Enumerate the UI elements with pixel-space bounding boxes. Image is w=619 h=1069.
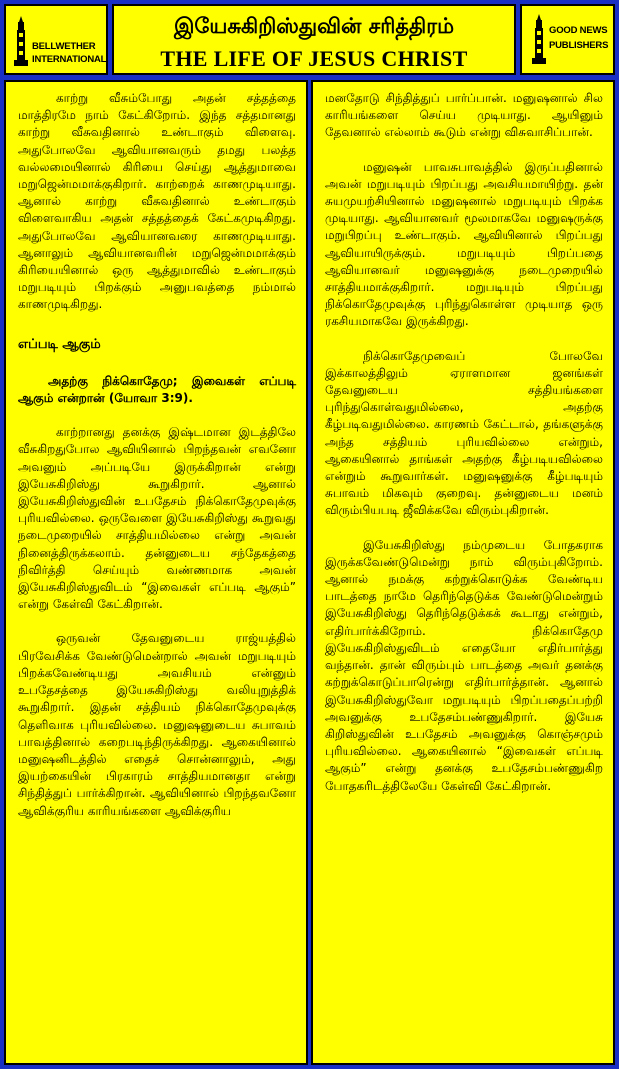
section-heading: எப்படி ஆகும் — [18, 336, 101, 352]
left-paragraph-3: ஒருவன் தேவனுடைய ராஜ்யத்தில் பிரவேசிக்க வேண்டுமென்றால் அவன் மறுபடியும் பிறக்கவேண்டியது அவசியம் என்னும் உபதேசத்தை இயேசுகிறிஸ்து வலியுறுத்திக் கூறுகிறார். இதன் சத்தியம் நிக்கொதேமுவுக்கு தெளிவாக புரியவில்லை. மனுஷனுடைய சுபாவம் பாவத்தினால் கறைபடிந்திருக்கிறது. ஆகையினால் மனுஷனிடத்தில் எதைச் சொன்னாலும், அது இயற்கையின் பிரகாரம் சாத்தியமானதா என்று சிந்தித்துப் பார்க்கிறான். ஆவியினால் பிறந்தவனோ ஆவிக்குரிய காரியங்களை ஆவிக்குரிய — [18, 631, 296, 818]
tower-icon — [14, 16, 28, 66]
right-paragraph-3: நிக்கொதேமுவைப் போலவே இக்காலத்திலும் ஏராளமான ஜனங்கள் தேவனுடைய சத்தியங்களை புரிந்துகொள்வதுமில்லை, அதற்கு கீழ்படிவதுமில்லை. காரணம் கேட்டால், தங்களுக்கு அந்த சத்தியம் புரியவில்லை என்றும், ஆகையினால் தாங்கள் அதற்கு கீழ்படியவில்லை என்றும் கூறுவார்கள். மனுஷனுக்கு கீழ்படியும் சுபாவம் மிகவும் குறைவு. தன்னுடைய மனம் விரும்பியபடி ஜீவிக்கவே விரும்புகிறான். — [325, 348, 603, 518]
right-paragraph-1: மனதோடு சிந்தித்துப் பார்ப்பான். மனுஷனால் சில காரியங்களை செய்ய முடியாது. ஆயினும் தேவனால் எல்லாம் கூடும் என்று விசுவாசிப்பான். — [325, 91, 603, 140]
scripture-verse: அதற்கு நிக்கொதேமு; இவைகள் எப்படி ஆகும் என்றான் (யோவா 3:9). — [18, 373, 296, 406]
bellwether-line1: BELLWETHER — [32, 41, 96, 52]
left-paragraph-1: காற்று வீசும்போது அதன் சத்தத்தை மாத்திரமே நாம் கேட்கிறோம். இந்த சத்தமானது காற்று வீசுவதினால் உண்டாகும் விளைவு. அதுபோலவே ஆவியானவரும் தமது பலத்த வல்லமையினால் கிரியை செய்து ஆத்துமாவை மறுஜென்மமாக்குகிறார். காற்றைக் காணமுடியாது. ஆனால் காற்று வீசுவதினால் உண்டாகும் விளைவாகிய அதன் சத்தத்தைக் கேட்கமுடிகிறது. அதுபோலவே ஆவியானவரை காணமுடியாது. ஆனாலும் ஆவியானவரின் மறுஜென்மமாக்கும் கிரியையினால் ஒரு ஆத்துமாவில் உண்டாகும் மறுபடியும் பிறக்கும் அனுபவத்தை நம்மால் காணமுடிகிறது. — [18, 91, 296, 312]
right-paragraph-4: இயேசுகிறிஸ்து நம்முடைய போதகராக இருக்கவேண்டுமென்று நாம் விரும்புகிறோம். ஆனால் நமக்கு கற்றுக்கொடுக்க வேண்டிய பாடத்தை நாமே தெரிந்தெடுக்க வேண்டுமென்றும் இயேசுகிறிஸ்து தெரிந்தெடுக்கக் கூடாது என்றும், எதிர்பார்க்கிறோம். நிக்கொதேமு இயேசுகிறிஸ்துவிடம் எதையோ எதிர்பார்த்து வந்தான். தான் விரும்பும் பாடத்தை அவர் தனக்கு கற்றுக்கொடுப்பாரென்று எதிர்பார்த்தான். ஆனால் இயேசுகிறிஸ்துவோ மறுபடியும் பிறப்பதைப்பற்றி அவனுக்கு உபதேசம்பண்ணுகிறார். இயேசு கிறிஸ்துவின் உபதேசம் அவனுக்கு கொஞ்சமும் புரியவில்லை. ஆகையினால் “இவைகள் எப்படி ஆகும்” என்று தனக்கு உபதேசம்பண்ணுகிற போதகரிடத்திலேயே கேள்வி கேட்கிறான். — [325, 537, 603, 793]
title-english: THE LIFE OF JESUS CHRIST — [160, 46, 468, 71]
bellwether-line2: INTERNATIONAL — [32, 54, 107, 65]
bellwether-logo — [4, 4, 108, 75]
tower-icon — [532, 14, 546, 64]
good-news-line1: GOOD NEWS — [549, 25, 608, 36]
good-news-line2: PUBLISHERS — [549, 40, 609, 51]
left-paragraph-2: காற்றானது தனக்கு இஷ்டமான இடத்திலே வீசுகிறதுபோல ஆவியினால் பிறந்தவன் எவனோ அவனும் அப்படியே இருக்கிறான் என்று இயேசுகிறிஸ்து கூறுகிறார். ஆனால் இயேசுகிறிஸ்துவின் உபதேசம் நிக்கொதேமுவுக்கு புரியவில்லை. ஒருவேளை இயேசுகிறிஸ்து கூறுவது நடைமுறையில் சாத்தியமில்லை என்று அவன் நினைத்திருக்கலாம். தன்னுடைய சந்தேகத்தை நிவிர்த்தி செய்யும் வண்ணமாக அவன் இயேசுகிறிஸ்துவிடம் “இவைகள் எப்படி ஆகும்” என்று கேள்வி கேட்கிறான். — [18, 425, 296, 612]
title-banner — [112, 4, 516, 75]
right-column — [311, 80, 615, 1065]
left-column — [4, 80, 308, 1065]
good-news-logo — [520, 4, 615, 75]
right-paragraph-2: மனுஷன் பாவசுபாவத்தில் இருப்பதினால் அவன் மறுபடியும் பிறப்பது அவசியமாயிற்று. தன் சுயமுயற்சியினால் மனுஷனால் மறுபடியும் பிறக்க முடியாது. ஆவியானவர் மூலமாகவே மனுஷருக்கு மறுபிறப்பு உண்டாகும். ஆவியினால் பிறப்பது ஆவியாயிருக்கும். மறுபடியும் பிறப்பதை ஆவியானவர் மனுஷனுக்கு நடைமுறையில் சாத்தியமாக்குகிறார். மறுபடியும் பிறப்பது நிக்கொதேமுவுக்கு புரிந்துகொள்ள முடியாத ஒரு ரகசியமாகவே இருக்கிறது. — [325, 159, 603, 329]
title-tamil: இயேசுகிறிஸ்துவின் சரித்திரம் — [173, 14, 455, 38]
